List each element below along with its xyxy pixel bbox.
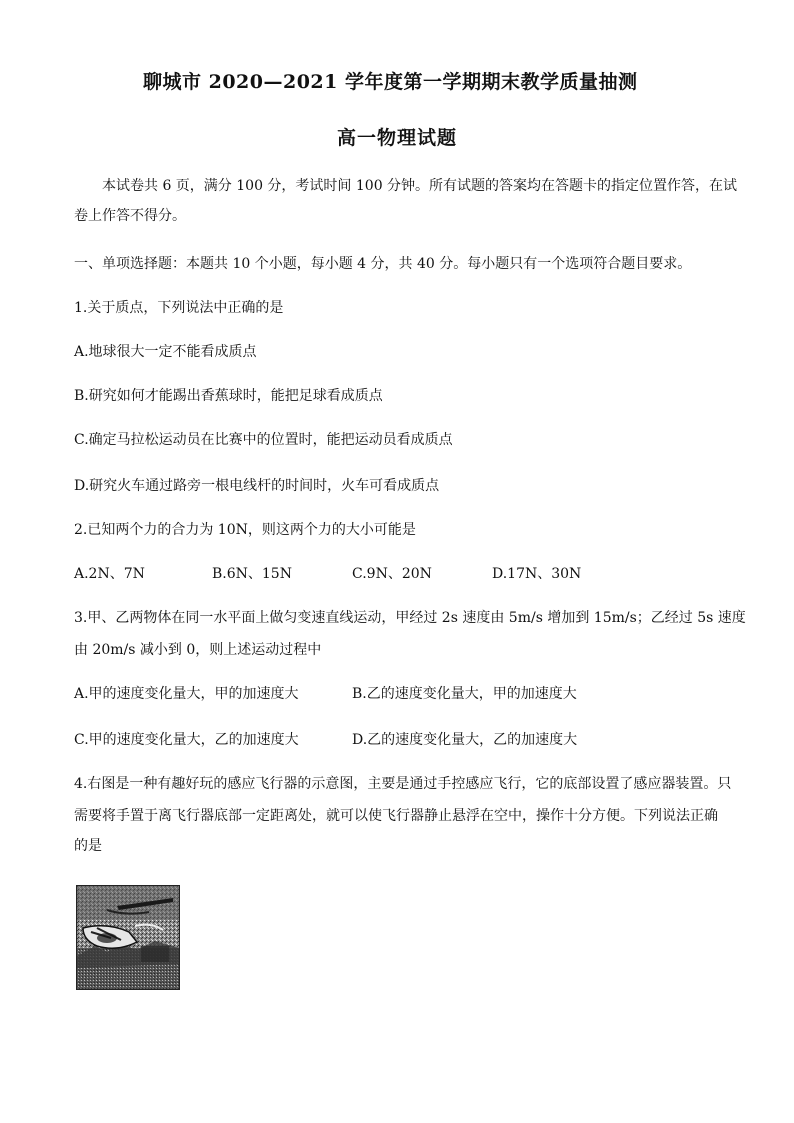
page-title: 聊城市 2020—2021 学年度第一学期期末教学质量抽测 [143,71,638,93]
question-2-option-b: B.6N、15N [212,566,292,582]
question-1-stem: 1.关于质点，下列说法中正确的是 [74,300,284,316]
question-4-stem-line-3: 的是 [74,838,102,854]
instructions-line-1: 本试卷共 6 页，满分 100 分，考试时间 100 分钟。所有试题的答案均在答题卡的指定位置作答，在试 [102,178,738,194]
question-2-stem: 2.已知两个力的合力为 10N，则这两个力的大小可能是 [74,522,416,538]
page-subtitle: 高一物理试题 [337,127,458,149]
question-3-option-d: D.乙的速度变化量大，乙的加速度大 [352,732,578,748]
question-1-option-a: A.地球很大一定不能看成质点 [74,344,257,360]
instructions-line-2: 卷上作答不得分。 [74,208,186,224]
question-1-option-c: C.确定马拉松运动员在比赛中的位置时，能把运动员看成质点 [74,432,453,448]
question-1-option-b: B.研究如何才能踢出香蕉球时，能把足球看成质点 [74,388,383,404]
question-3-option-a: A.甲的速度变化量大，甲的加速度大 [74,686,299,702]
question-3-stem-line-1: 3.甲、乙两物体在同一水平面上做匀变速直线运动，甲经过 2s 速度由 5m/s 增加到 15m/s；乙经过 5s 速度 [74,610,746,626]
section-heading: 一、单项选择题：本题共 10 个小题，每小题 4 分，共 40 分。每小题只有一个选项符合题目要求。 [74,256,692,272]
question-2-option-a: A.2N、7N [74,566,145,582]
question-3-option-b: B.乙的速度变化量大，甲的加速度大 [352,686,577,702]
question-3-stem-line-2: 由 20m/s 减小到 0，则上述运动过程中 [74,642,322,658]
question-4-stem-line-2: 需要将手置于离飞行器底部一定距离处，就可以使飞行器静止悬浮在空中，操作十分方便。下列说法正确 [74,808,718,824]
question-1-option-d: D.研究火车通过路旁一根电线杆的时间时，火车可看成质点 [74,478,440,494]
question-4-stem-line-1: 4.右图是一种有趣好玩的感应飞行器的示意图，主要是通过手控感应飞行，它的底部设置了感应器装置。只 [74,776,732,792]
question-2-option-d: D.17N、30N [492,566,582,582]
question-3-option-c: C.甲的速度变化量大，乙的加速度大 [74,732,299,748]
flying-device-photo [76,885,180,990]
question-2-option-c: C.9N、20N [352,566,432,582]
